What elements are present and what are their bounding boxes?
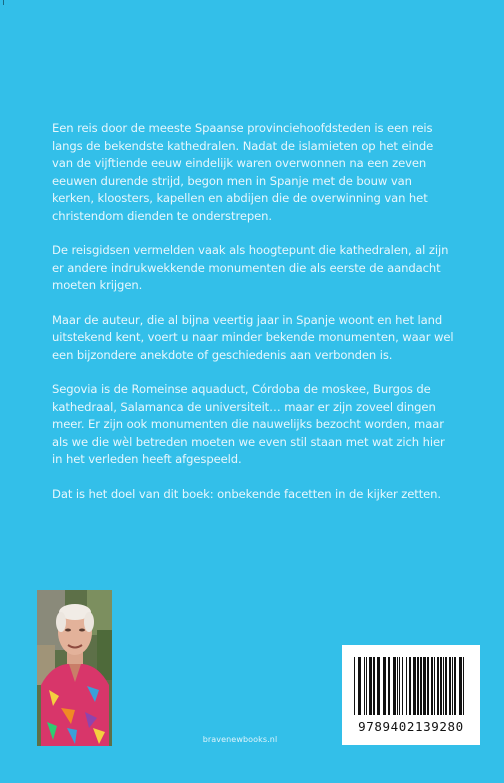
barcode-bar: [443, 657, 444, 715]
blurb-paragraph-3: Maar de auteur, die al bijna veertig jaar in Spanje woont en het land uitstekend kent, voert u naar minder bekende monumenten, waar wel een bijzondere anekdote of geschiedenis aan verbonden is.: [52, 312, 454, 362]
isbn-barcode: [342, 645, 480, 745]
barcode-bar: [431, 657, 433, 715]
barcode-bar: [354, 657, 355, 715]
barcode-bar: [413, 657, 416, 715]
barcode-bar: [420, 657, 422, 715]
barcode-bar: [445, 657, 447, 715]
isbn-number: 9789402139280: [358, 719, 464, 734]
barcode-bar: [417, 657, 419, 715]
crop-mark: [3, 0, 4, 5]
barcode-bar: [423, 657, 426, 715]
barcode-bar: [373, 657, 375, 715]
barcode-bar: [388, 657, 390, 715]
barcode-bar: [459, 657, 462, 715]
barcode-bar: [402, 657, 403, 715]
barcode-bar: [434, 657, 435, 715]
barcode-bar: [463, 657, 464, 715]
barcode-bar: [437, 657, 439, 715]
barcode-bar: [377, 657, 380, 715]
author-photo: [37, 590, 112, 746]
barcode-bar: [369, 657, 372, 715]
barcode-bar: [440, 657, 442, 715]
barcode-bar: [364, 657, 365, 715]
barcode-bar: [454, 657, 456, 715]
barcode-bar: [399, 657, 400, 715]
barcode-bar: [452, 657, 453, 715]
blurb-text: [52, 120, 457, 520]
blurb-paragraph-5: Dat is het doel van dit boek: onbekende facetten in de kijker zetten.: [52, 486, 442, 501]
barcode-bar: [427, 657, 429, 715]
blurb-paragraph-2: De reisgidsen vermelden vaak als hoogtepunt die kathedralen, al zijn er andere indrukwekkende monumenten die als eerste de aandacht moeten krijgen.: [52, 243, 449, 292]
barcode-bar: [383, 657, 386, 715]
publisher-name: bravenewbooks.nl: [202, 735, 278, 744]
barcode-bar: [397, 657, 398, 715]
barcode-bar: [393, 657, 396, 715]
barcode-bar: [449, 657, 451, 715]
blurb-paragraph-1: Een reis door de meeste Spaanse provinciehoofdsteden is een reis langs de bekendste kathedralen. Nadat de islamieten op het einde van de vijftiende eeuw eindelijk waren overwonnen na een zeven eeuwen durende strijd, begon men in Spanje met de bouw van kerken, kloosters, kapellen en abdijen die de overwinning van het christendom dienden te onderstrepen.: [52, 121, 434, 223]
barcode-bar: [406, 657, 407, 715]
barcode-bar: [358, 657, 361, 715]
barcode-bar: [409, 657, 411, 715]
blurb-paragraph-4: Segovia is de Romeinse aquaduct, Córdoba de moskee, Burgos de kathedraal, Salamanca de universiteit… maar er zijn zoveel dingen meer. Er zijn ook monumenten die nauwelijks bezocht worden, maar als we die wèl betreden moeten we even stil staan met wat zich hier in het verleden heeft afgespeeld.: [52, 382, 445, 466]
barcode-bar: [366, 657, 367, 715]
